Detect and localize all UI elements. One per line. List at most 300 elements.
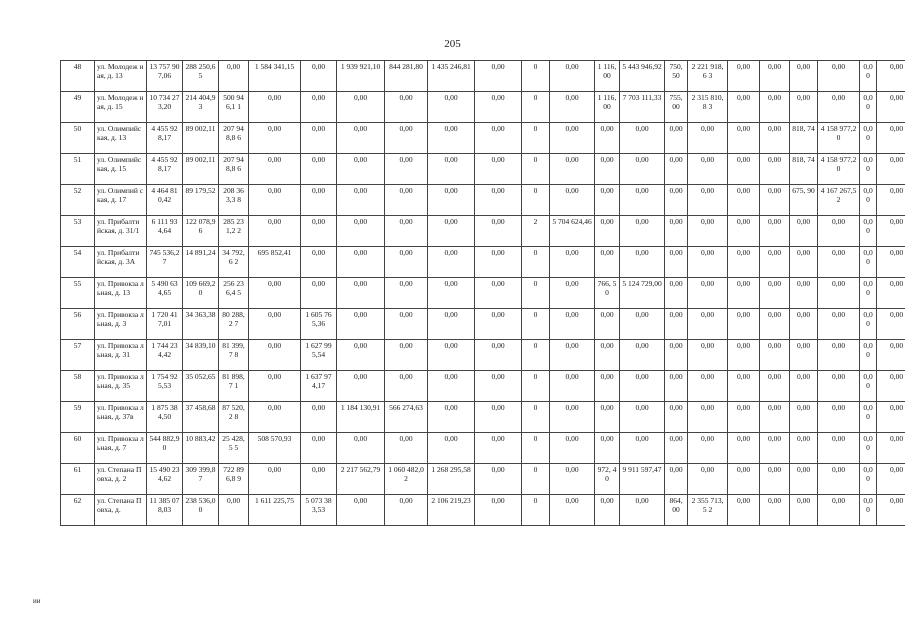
value-cell: 0 <box>522 123 550 154</box>
value-cell: 1 435 246,81 <box>428 61 475 92</box>
value-cell: 0,00 <box>790 247 818 278</box>
value-cell: 0,00 <box>595 216 620 247</box>
value-cell: 7 703 111,33 <box>620 92 665 123</box>
value-cell: 1 605 765,36 <box>301 309 337 340</box>
value-cell: 109 669,20 <box>183 278 219 309</box>
value-cell: 0,00 <box>475 154 522 185</box>
value-cell: 0,00 <box>249 123 301 154</box>
value-cell: 0,00 <box>550 247 595 278</box>
row-number: 56 <box>61 309 95 340</box>
value-cell: 0,00 <box>475 464 522 495</box>
value-cell: 0,00 <box>818 433 860 464</box>
value-cell: 89 179,52 <box>183 185 219 216</box>
value-cell: 0,00 <box>790 495 818 526</box>
value-cell: 0,00 <box>760 340 790 371</box>
value-cell: 0,00 <box>428 278 475 309</box>
value-cell: 0 <box>522 247 550 278</box>
value-cell: 1 637 974,17 <box>301 371 337 402</box>
value-cell: 750, 50 <box>665 61 688 92</box>
value-cell: 89 002,11 <box>183 154 219 185</box>
table-row <box>61 495 905 526</box>
value-cell: 34 363,38 <box>183 309 219 340</box>
value-cell: 0,00 <box>818 371 860 402</box>
value-cell: 0,00 <box>385 495 428 526</box>
value-cell: 0,00 <box>428 92 475 123</box>
value-cell: 1 744 234,42 <box>147 340 183 371</box>
value-cell: 0,00 <box>728 371 760 402</box>
value-cell: 0,00 <box>620 495 665 526</box>
value-cell: 0,00 <box>818 61 860 92</box>
value-cell: 0,00 <box>249 92 301 123</box>
value-cell: 207 948,8 6 <box>219 123 249 154</box>
value-cell: 0,00 <box>688 340 728 371</box>
address-cell: ул. Олимпий ская, д. 17 <box>95 185 147 216</box>
value-cell: 544 882,90 <box>147 433 183 464</box>
value-cell: 0,00 <box>337 371 385 402</box>
value-cell: 0,00 <box>301 278 337 309</box>
value-cell: 2 221 918,6 3 <box>688 61 728 92</box>
data-table <box>60 60 905 526</box>
value-cell: 0,00 <box>877 61 905 92</box>
value-cell: 1 116, 00 <box>595 92 620 123</box>
value-cell: 0,00 <box>475 495 522 526</box>
value-cell: 5 073 383,53 <box>301 495 337 526</box>
value-cell: 0,00 <box>475 309 522 340</box>
value-cell: 0,00 <box>428 433 475 464</box>
value-cell: 0,00 <box>728 402 760 433</box>
table-row <box>61 309 905 340</box>
value-cell: 0,00 <box>550 92 595 123</box>
value-cell: 0,00 <box>301 123 337 154</box>
value-cell: 0,00 <box>337 340 385 371</box>
value-cell: 87 520,2 8 <box>219 402 249 433</box>
value-cell: 0,00 <box>790 402 818 433</box>
value-cell: 0,00 <box>688 433 728 464</box>
value-cell: 0 <box>522 340 550 371</box>
value-cell: 0,00 <box>428 154 475 185</box>
value-cell: 25 428,5 5 <box>219 433 249 464</box>
value-cell: 0,00 <box>337 309 385 340</box>
value-cell: 214 404,93 <box>183 92 219 123</box>
value-cell: 0,00 <box>620 216 665 247</box>
value-cell: 0,00 <box>877 495 905 526</box>
value-cell: 0,0 0 <box>860 92 877 123</box>
value-cell: 0,00 <box>760 495 790 526</box>
row-number: 59 <box>61 402 95 433</box>
value-cell: 0,00 <box>550 309 595 340</box>
value-cell: 207 948,8 6 <box>219 154 249 185</box>
value-cell: 0,00 <box>877 371 905 402</box>
value-cell: 10 734 273,20 <box>147 92 183 123</box>
table-row <box>61 433 905 464</box>
value-cell: 0,00 <box>385 216 428 247</box>
value-cell: 5 124 729,00 <box>620 278 665 309</box>
address-cell: ул. Привокза льная, д. 3 <box>95 309 147 340</box>
value-cell: 11 385 078,03 <box>147 495 183 526</box>
value-cell: 1 184 130,91 <box>337 402 385 433</box>
value-cell: 0,00 <box>728 61 760 92</box>
address-cell: ул. Олимпийс кая, д. 15 <box>95 154 147 185</box>
value-cell: 0,00 <box>760 92 790 123</box>
table-row <box>61 402 905 433</box>
value-cell: 0,00 <box>249 371 301 402</box>
table-row <box>61 247 905 278</box>
row-number: 49 <box>61 92 95 123</box>
value-cell: 500 946,1 1 <box>219 92 249 123</box>
value-cell: 0,00 <box>595 433 620 464</box>
value-cell: 1 720 417,01 <box>147 309 183 340</box>
value-cell: 0,00 <box>818 340 860 371</box>
value-cell: 0,00 <box>550 495 595 526</box>
table-row <box>61 61 905 92</box>
table-row <box>61 123 905 154</box>
value-cell: 0,00 <box>790 371 818 402</box>
value-cell: 0,00 <box>301 402 337 433</box>
value-cell: 0,00 <box>550 464 595 495</box>
value-cell: 844 281,80 <box>385 61 428 92</box>
value-cell: 0,00 <box>620 154 665 185</box>
value-cell: 0,00 <box>219 495 249 526</box>
value-cell: 0,00 <box>760 402 790 433</box>
value-cell: 0,00 <box>620 402 665 433</box>
value-cell: 4 455 928,17 <box>147 154 183 185</box>
value-cell: 0,00 <box>665 185 688 216</box>
value-cell: 0,00 <box>550 61 595 92</box>
value-cell: 0,00 <box>301 154 337 185</box>
value-cell: 0,00 <box>337 154 385 185</box>
value-cell: 0,00 <box>550 402 595 433</box>
value-cell: 0,00 <box>790 433 818 464</box>
value-cell: 1 584 341,15 <box>249 61 301 92</box>
value-cell: 0,00 <box>428 309 475 340</box>
value-cell: 695 852,41 <box>249 247 301 278</box>
value-cell: 0,00 <box>665 371 688 402</box>
value-cell: 34 792,6 2 <box>219 247 249 278</box>
value-cell: 0,00 <box>818 402 860 433</box>
value-cell: 0,00 <box>760 371 790 402</box>
value-cell: 0,0 0 <box>860 154 877 185</box>
address-cell: ул. Молодеж ная, д. 15 <box>95 92 147 123</box>
value-cell: 722 896,8 9 <box>219 464 249 495</box>
value-cell: 566 274,63 <box>385 402 428 433</box>
value-cell: 0,0 0 <box>860 309 877 340</box>
value-cell: 0 <box>522 371 550 402</box>
value-cell: 0 <box>522 278 550 309</box>
value-cell: 0,00 <box>760 309 790 340</box>
row-number: 50 <box>61 123 95 154</box>
value-cell: 81 399,7 8 <box>219 340 249 371</box>
value-cell: 0,0 0 <box>860 402 877 433</box>
value-cell: 0,00 <box>877 154 905 185</box>
value-cell: 0,00 <box>688 154 728 185</box>
value-cell: 0,00 <box>665 216 688 247</box>
value-cell: 972, 40 <box>595 464 620 495</box>
value-cell: 288 250,65 <box>183 61 219 92</box>
value-cell: 0,00 <box>385 433 428 464</box>
value-cell: 0,00 <box>550 433 595 464</box>
value-cell: 0,00 <box>790 309 818 340</box>
value-cell: 0,00 <box>337 278 385 309</box>
value-cell: 0,00 <box>790 92 818 123</box>
value-cell: 0,0 0 <box>860 278 877 309</box>
value-cell: 0,00 <box>337 495 385 526</box>
value-cell: 0,00 <box>475 216 522 247</box>
value-cell: 0,00 <box>385 309 428 340</box>
table-row <box>61 92 905 123</box>
value-cell: 0,00 <box>595 495 620 526</box>
value-cell: 0,00 <box>728 216 760 247</box>
value-cell: 0,00 <box>818 216 860 247</box>
value-cell: 0,00 <box>620 247 665 278</box>
value-cell: 0,00 <box>301 433 337 464</box>
page-number: 205 <box>444 38 461 50</box>
value-cell: 0,00 <box>665 278 688 309</box>
value-cell: 0,00 <box>728 433 760 464</box>
row-number: 58 <box>61 371 95 402</box>
value-cell: 0,00 <box>337 92 385 123</box>
value-cell: 0,00 <box>595 402 620 433</box>
value-cell: 13 757 907,06 <box>147 61 183 92</box>
value-cell: 0,00 <box>475 278 522 309</box>
value-cell: 0,00 <box>249 464 301 495</box>
value-cell: 0,0 0 <box>860 340 877 371</box>
value-cell: 0,00 <box>620 185 665 216</box>
value-cell: 1 875 384,50 <box>147 402 183 433</box>
value-cell: 1 611 225,75 <box>249 495 301 526</box>
value-cell: 0,0 0 <box>860 61 877 92</box>
value-cell: 0,0 0 <box>860 185 877 216</box>
value-cell: 309 399,87 <box>183 464 219 495</box>
value-cell: 0,00 <box>337 123 385 154</box>
value-cell: 0,00 <box>665 123 688 154</box>
value-cell: 5 443 946,92 <box>620 61 665 92</box>
value-cell: 0,00 <box>620 371 665 402</box>
value-cell: 0,00 <box>475 402 522 433</box>
value-cell: 122 078,96 <box>183 216 219 247</box>
value-cell: 0,00 <box>665 247 688 278</box>
value-cell: 0,0 0 <box>860 247 877 278</box>
value-cell: 0,00 <box>428 371 475 402</box>
value-cell: 0,00 <box>877 464 905 495</box>
value-cell: 0,0 0 <box>860 371 877 402</box>
value-cell: 0,00 <box>665 340 688 371</box>
address-cell: ул. Олимпийс кая, д. 13 <box>95 123 147 154</box>
value-cell: 0,00 <box>595 247 620 278</box>
value-cell: 0,00 <box>550 185 595 216</box>
value-cell: 0 <box>522 92 550 123</box>
value-cell: 0,0 0 <box>860 495 877 526</box>
value-cell: 0,00 <box>385 371 428 402</box>
value-cell: 0,00 <box>688 123 728 154</box>
value-cell: 2 217 562,79 <box>337 464 385 495</box>
value-cell: 9 911 597,47 <box>620 464 665 495</box>
table-row <box>61 154 905 185</box>
row-number: 57 <box>61 340 95 371</box>
value-cell: 0,00 <box>688 185 728 216</box>
value-cell: 1 627 995,54 <box>301 340 337 371</box>
value-cell: 0,00 <box>428 402 475 433</box>
value-cell: 35 052,65 <box>183 371 219 402</box>
value-cell: 0,00 <box>475 123 522 154</box>
value-cell: 0,00 <box>665 154 688 185</box>
value-cell: 0,00 <box>475 61 522 92</box>
value-cell: 0 <box>522 61 550 92</box>
value-cell: 80 288,2 7 <box>219 309 249 340</box>
value-cell: 0,00 <box>688 371 728 402</box>
value-cell: 0,00 <box>688 464 728 495</box>
table-row <box>61 464 905 495</box>
value-cell: 0 <box>522 464 550 495</box>
value-cell: 0,00 <box>301 247 337 278</box>
value-cell: 0,00 <box>760 123 790 154</box>
value-cell: 0,00 <box>728 340 760 371</box>
value-cell: 0,00 <box>550 123 595 154</box>
value-cell: 0,00 <box>595 371 620 402</box>
value-cell: 0,00 <box>688 278 728 309</box>
value-cell: 766, 50 <box>595 278 620 309</box>
value-cell: 0,00 <box>595 123 620 154</box>
value-cell: 0,00 <box>728 309 760 340</box>
value-cell: 10 883,42 <box>183 433 219 464</box>
value-cell: 4 464 810,42 <box>147 185 183 216</box>
value-cell: 0,00 <box>249 402 301 433</box>
value-cell: 0,00 <box>760 185 790 216</box>
value-cell: 0,00 <box>728 464 760 495</box>
value-cell: 0,00 <box>620 309 665 340</box>
value-cell: 0,00 <box>760 433 790 464</box>
value-cell: 0,00 <box>301 92 337 123</box>
value-cell: 81 898,7 1 <box>219 371 249 402</box>
table-row <box>61 340 905 371</box>
value-cell: 34 839,10 <box>183 340 219 371</box>
value-cell: 0,0 0 <box>860 216 877 247</box>
value-cell: 0,00 <box>428 123 475 154</box>
row-number: 62 <box>61 495 95 526</box>
address-cell: ул. Привокза льная, д. 37в <box>95 402 147 433</box>
value-cell: 0,00 <box>790 61 818 92</box>
value-cell: 0,00 <box>818 247 860 278</box>
value-cell: 0,00 <box>818 495 860 526</box>
value-cell: 0,00 <box>688 402 728 433</box>
value-cell: 0,00 <box>249 185 301 216</box>
value-cell: 0,00 <box>760 61 790 92</box>
value-cell: 1 754 925,53 <box>147 371 183 402</box>
value-cell: 6 111 934,64 <box>147 216 183 247</box>
value-cell: 0 <box>522 309 550 340</box>
value-cell: 0,00 <box>475 433 522 464</box>
value-cell: 0,00 <box>688 309 728 340</box>
value-cell: 0,00 <box>665 433 688 464</box>
value-cell: 818, 74 <box>790 123 818 154</box>
value-cell: 0,00 <box>385 340 428 371</box>
value-cell: 0 <box>522 495 550 526</box>
value-cell: 0,00 <box>760 247 790 278</box>
value-cell: 0,0 0 <box>860 123 877 154</box>
value-cell: 0,00 <box>301 216 337 247</box>
value-cell: 0,00 <box>337 185 385 216</box>
value-cell: 14 891,24 <box>183 247 219 278</box>
value-cell: 0,00 <box>428 247 475 278</box>
value-cell: 0,00 <box>249 340 301 371</box>
value-cell: 0,00 <box>818 309 860 340</box>
value-cell: 0,00 <box>385 154 428 185</box>
value-cell: 5 490 634,65 <box>147 278 183 309</box>
value-cell: 0,00 <box>385 92 428 123</box>
address-cell: ул. Прибалти йская, д. 31/1 <box>95 216 147 247</box>
value-cell: 0,00 <box>728 123 760 154</box>
value-cell: 0,00 <box>301 464 337 495</box>
value-cell: 37 458,68 <box>183 402 219 433</box>
value-cell: 0,00 <box>877 247 905 278</box>
row-number: 51 <box>61 154 95 185</box>
value-cell: 0,00 <box>249 216 301 247</box>
value-cell: 0,00 <box>249 309 301 340</box>
value-cell: 15 490 234,62 <box>147 464 183 495</box>
value-cell: 0,00 <box>728 278 760 309</box>
value-cell: 0 <box>522 185 550 216</box>
value-cell: 0,00 <box>877 340 905 371</box>
value-cell: 208 363,3 8 <box>219 185 249 216</box>
value-cell: 0,00 <box>790 464 818 495</box>
address-cell: ул. Степана Повха, д. 2 <box>95 464 147 495</box>
value-cell: 2 315 810,8 3 <box>688 92 728 123</box>
value-cell: 0,00 <box>760 216 790 247</box>
row-number: 48 <box>61 61 95 92</box>
value-cell: 285 231,2 2 <box>219 216 249 247</box>
value-cell: 4 158 977,20 <box>818 154 860 185</box>
value-cell: 0,00 <box>428 340 475 371</box>
value-cell: 0,00 <box>550 278 595 309</box>
value-cell: 508 570,93 <box>249 433 301 464</box>
value-cell: 0,00 <box>595 309 620 340</box>
value-cell: 755, 00 <box>665 92 688 123</box>
value-cell: 0,00 <box>550 154 595 185</box>
value-cell: 0,00 <box>728 185 760 216</box>
value-cell: 0,0 0 <box>860 433 877 464</box>
value-cell: 0,00 <box>728 92 760 123</box>
row-number: 60 <box>61 433 95 464</box>
value-cell: 0,00 <box>620 340 665 371</box>
row-number: 61 <box>61 464 95 495</box>
value-cell: 0,00 <box>877 216 905 247</box>
value-cell: 0,00 <box>475 92 522 123</box>
value-cell: 0,00 <box>301 61 337 92</box>
value-cell: 256 236,4 5 <box>219 278 249 309</box>
address-cell: ул. Прибалти йская, д. 3А <box>95 247 147 278</box>
value-cell: 745 536,27 <box>147 247 183 278</box>
value-cell: 2 355 713,5 2 <box>688 495 728 526</box>
row-number: 53 <box>61 216 95 247</box>
value-cell: 0,00 <box>620 433 665 464</box>
value-cell: 0,00 <box>760 154 790 185</box>
value-cell: 0,00 <box>385 278 428 309</box>
value-cell: 675, 90 <box>790 185 818 216</box>
value-cell: 0,00 <box>249 278 301 309</box>
value-cell: 0,00 <box>728 495 760 526</box>
address-cell: ул. Привокза льная, д. 7 <box>95 433 147 464</box>
value-cell: 0,00 <box>665 402 688 433</box>
value-cell: 0,00 <box>428 216 475 247</box>
value-cell: 0,00 <box>728 154 760 185</box>
value-cell: 0,00 <box>877 402 905 433</box>
value-cell: 0,00 <box>620 123 665 154</box>
value-cell: 0 <box>522 154 550 185</box>
value-cell: 4 167 267,52 <box>818 185 860 216</box>
value-cell: 0,00 <box>818 278 860 309</box>
address-cell: ул. Степана Повха, д. <box>95 495 147 526</box>
value-cell: 0,00 <box>595 340 620 371</box>
row-number: 52 <box>61 185 95 216</box>
